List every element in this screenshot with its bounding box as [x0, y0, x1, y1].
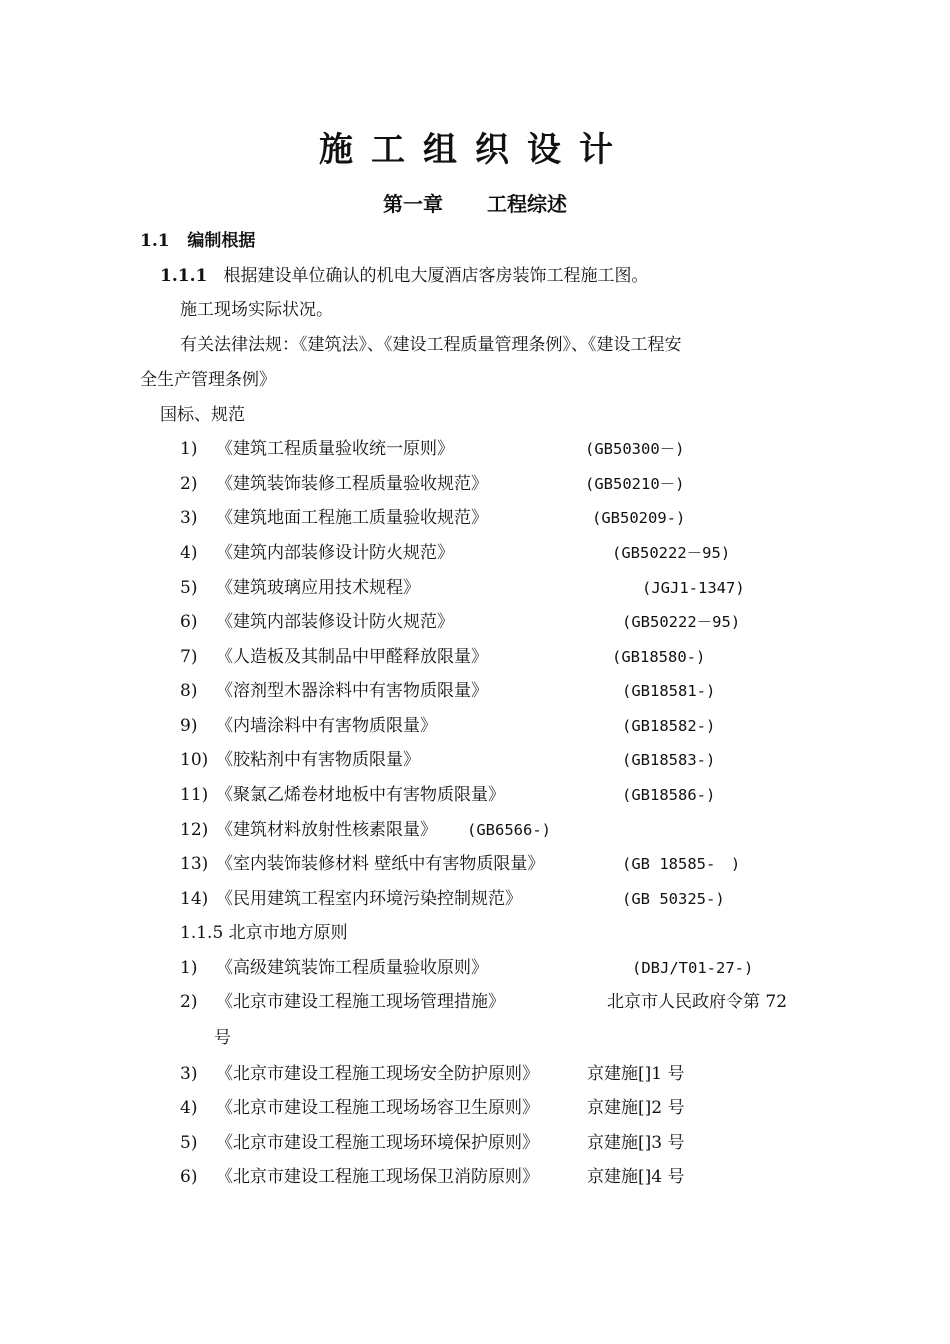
list-item	[180, 1131, 539, 1155]
chapter-heading	[0, 189, 950, 219]
list-item-number: 14)	[180, 889, 209, 909]
list-item-code: 京建施[]4 号	[587, 1167, 685, 1187]
list-item	[180, 956, 488, 980]
list-item	[180, 990, 505, 1014]
list-item-name: 《聚氯乙烯卷材地板中有害物质限量》	[216, 785, 505, 805]
list-item-number: 2)	[180, 992, 198, 1012]
list-item-code-continuation: 号	[214, 1028, 231, 1048]
laws-line-1: 有关法律法规：《建筑法》、《建设工程质量管理条例》、《建设工程安	[180, 335, 682, 355]
list-item-name: 《北京市建设工程施工现场安全防护原则》	[216, 1064, 539, 1084]
list-item-code: (GB50222－95)	[622, 613, 741, 631]
list-item-name: 《高级建筑装饰工程质量验收原则》	[216, 958, 488, 978]
list-item	[180, 1062, 539, 1086]
list-item-number: 6)	[180, 612, 198, 632]
list-item	[180, 576, 420, 600]
list-item	[180, 887, 522, 911]
list-item-number: 4)	[180, 543, 198, 563]
list-item	[180, 610, 454, 634]
list-item-code: 京建施[]2 号	[587, 1098, 685, 1118]
list-item-name: 《北京市建设工程施工现场保卫消防原则》	[216, 1167, 539, 1187]
list-item-code: (GB50222－95)	[612, 544, 731, 562]
section-number: 1.1	[140, 231, 170, 251]
list-item-code: 京建施[]3 号	[587, 1133, 685, 1153]
list-item-code: (JGJ1-1347)	[642, 579, 745, 597]
list-item-number: 3)	[180, 508, 198, 528]
list-item-number: 4)	[180, 1098, 198, 1118]
list-item-number: 8)	[180, 681, 198, 701]
list-item-number: 1)	[180, 958, 198, 978]
laws-line-2: 全生产管理条例》	[140, 370, 276, 390]
list-item-name: 《胶粘剂中有害物质限量》	[216, 750, 420, 770]
list-item-code: (GB18583-)	[622, 751, 716, 769]
list-item	[180, 541, 454, 565]
list-item-code: (GB 18585- )	[622, 855, 741, 873]
section-title: 编制根据	[187, 231, 256, 251]
list-item-name: 《建筑玻璃应用技术规程》	[216, 578, 420, 598]
basis-item	[160, 264, 649, 288]
document-title: 施工组织设计	[319, 130, 631, 170]
beijing-heading: 1.1.5 北京市地方原则	[180, 923, 348, 943]
list-item	[180, 818, 437, 842]
list-item-name: 《溶剂型木器涂料中有害物质限量》	[216, 681, 488, 701]
basis-item-text: 根据建设单位确认的机电大厦酒店客房装饰工程施工图。	[223, 266, 649, 286]
list-item-code: (GB18586-)	[622, 786, 716, 804]
site-condition: 施工现场实际状况。	[180, 300, 333, 320]
list-item-name: 《北京市建设工程施工现场环境保护原则》	[216, 1133, 539, 1153]
basis-item-number: 1.1.1	[160, 266, 208, 286]
list-item	[180, 679, 488, 703]
list-item	[180, 472, 488, 496]
list-item-name: 《室内装饰装修材料 壁纸中有害物质限量》	[216, 854, 545, 874]
list-item-name: 《建筑地面工程施工质量验收规范》	[216, 508, 488, 528]
list-item	[180, 437, 454, 461]
list-item-number: 7)	[180, 647, 198, 667]
list-item	[180, 1096, 539, 1120]
section-heading	[140, 229, 255, 253]
list-item-name: 《建筑材料放射性核素限量》	[216, 820, 437, 840]
chapter-number: 第一章	[383, 192, 443, 216]
list-item-number: 12)	[180, 820, 209, 840]
list-item	[180, 1165, 539, 1189]
list-item-number: 11)	[180, 785, 209, 805]
list-item-code: (GB50209-)	[592, 509, 686, 527]
list-item	[180, 748, 420, 772]
list-item	[180, 645, 488, 669]
list-item-number: 1)	[180, 439, 198, 459]
list-item-code: (GB18580-)	[612, 648, 706, 666]
list-item-code: (GB 50325-)	[622, 890, 725, 908]
list-item	[180, 714, 437, 738]
list-item-number: 3)	[180, 1064, 198, 1084]
list-item-number: 10)	[180, 750, 209, 770]
list-item-code: 北京市人民政府令第 72	[607, 992, 788, 1012]
chapter-name: 工程综述	[487, 192, 567, 216]
list-item-code: (GB50210－)	[585, 475, 685, 493]
list-item-code: 京建施[]1 号	[587, 1064, 685, 1084]
list-item-name: 《北京市建设工程施工现场管理措施》	[216, 992, 505, 1012]
list-item	[180, 783, 505, 807]
list-item-code: (DBJ/T01-27-)	[632, 959, 754, 977]
list-item-number: 9)	[180, 716, 198, 736]
list-item	[180, 506, 488, 530]
list-item-number: 5)	[180, 1133, 198, 1153]
list-item-name: 《内墙涂料中有害物质限量》	[216, 716, 437, 736]
list-item-code: (GB18581-)	[622, 682, 716, 700]
list-item-name: 《建筑内部装修设计防火规范》	[216, 612, 454, 632]
standards-heading: 国标、规范	[160, 405, 245, 425]
list-item-name: 《北京市建设工程施工现场场容卫生原则》	[216, 1098, 539, 1118]
list-item-name: 《民用建筑工程室内环境污染控制规范》	[216, 889, 522, 909]
list-item-number: 2)	[180, 474, 198, 494]
list-item-number: 5)	[180, 578, 198, 598]
list-item-number: 6)	[180, 1167, 198, 1187]
list-item-name: 《建筑装饰装修工程质量验收规范》	[216, 474, 488, 494]
list-item-number: 13)	[180, 854, 209, 874]
list-item-code: (GB18582-)	[622, 717, 716, 735]
list-item-code: (GB50300－)	[585, 440, 685, 458]
list-item-name: 《建筑工程质量验收统一原则》	[216, 439, 454, 459]
list-item	[180, 852, 544, 876]
list-item-name: 《人造板及其制品中甲醛释放限量》	[216, 647, 488, 667]
list-item-name: 《建筑内部装修设计防火规范》	[216, 543, 454, 563]
list-item-code: (GB6566-)	[467, 821, 551, 839]
